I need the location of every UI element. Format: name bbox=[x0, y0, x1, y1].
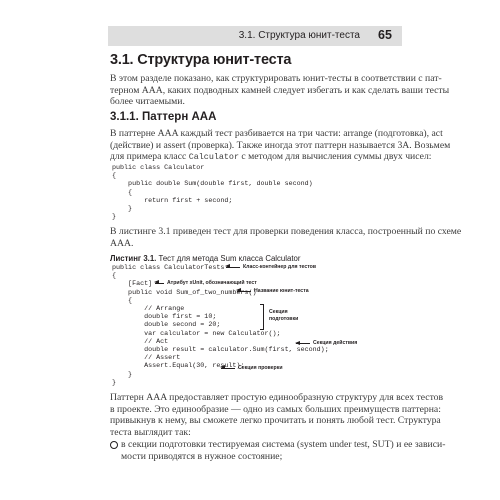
annotation-test-name: Название юнит-теста bbox=[254, 287, 309, 294]
listing-label: Листинг 3.1. bbox=[110, 254, 157, 263]
code-line: public void Sum_of_two_numbers() bbox=[112, 288, 257, 297]
code-line: // Assert bbox=[112, 354, 181, 363]
para2-line-1: В листинге 3.1 приведен тест для проверки поведения класса, построенный по схеме bbox=[110, 226, 462, 237]
code-line: double result = calculator.Sum(first, second); bbox=[112, 346, 329, 355]
arrow-left-icon bbox=[155, 283, 164, 284]
arrow-left-icon bbox=[237, 291, 251, 292]
code-line: double second = 20; bbox=[112, 321, 221, 330]
para3-line-4: теста выглядит так: bbox=[110, 426, 191, 438]
code-line: { bbox=[112, 172, 117, 181]
listing-caption bbox=[110, 254, 300, 263]
section-title: 3.1. Структура юнит-теста bbox=[110, 52, 292, 68]
para1-line-3-text-before: для примера класс bbox=[110, 151, 189, 162]
code-line: public class CalculatorTests bbox=[112, 264, 225, 272]
arrow-left-icon bbox=[296, 343, 310, 344]
para2-line-2: AAA. bbox=[110, 237, 134, 249]
intro-line-1: В этом разделе показано, как структурировать юнит-тесты в соответствии с пат- bbox=[110, 73, 442, 84]
code-line: public double Sum(double first, double second) bbox=[112, 180, 313, 189]
para1-line-1: В паттерне AAA каждый тест разбивается на три части: arrange (подготовка), act bbox=[110, 128, 443, 139]
code-line: return first + second; bbox=[112, 196, 233, 205]
code-line: } bbox=[112, 378, 117, 387]
code-line: // Act bbox=[112, 337, 169, 346]
para1-line-3-text-after: с методом для вычисления суммы двух чисел: bbox=[238, 151, 432, 162]
intro-line-3: более читаемыми. bbox=[110, 96, 185, 107]
code-line: { bbox=[112, 188, 133, 197]
annotation-arrange-1: Секция bbox=[269, 309, 288, 315]
para3-line-2: в проекте. Это единообразие — одно из самых больших преимуществ паттерна: bbox=[110, 403, 441, 415]
code-line: } bbox=[112, 370, 133, 379]
annotation-assert: Секция проверки bbox=[238, 364, 283, 371]
page-number: 65 bbox=[378, 28, 392, 42]
annotation-act: Секция действия bbox=[313, 340, 358, 346]
running-header-title: 3.1. Структура юнит-теста bbox=[238, 30, 360, 41]
annotation-arrange-2: подготовки bbox=[269, 315, 299, 322]
code-line: Assert.Equal(30, result); bbox=[112, 362, 245, 371]
intro-line-2: терном AAA, каких подводных камней следует избегать и как сделать ваши тесты bbox=[110, 84, 450, 96]
code-block-calculator bbox=[112, 164, 313, 221]
code-line: double first = 10; bbox=[112, 313, 217, 322]
code-line: } bbox=[112, 205, 133, 214]
subsection-title: 3.1.1. Паттерн AAA bbox=[110, 111, 217, 123]
bullet-1-line-1: в секции подготовки тестируемая система (system under test, SUT) и ее зависи- bbox=[121, 439, 446, 450]
annotation-container: Класс-контейнер для тестов bbox=[243, 263, 317, 270]
para3-line-1: Паттерн AAA предоставляет простую единообразную структуру для всех тестов bbox=[110, 392, 444, 403]
code-line: var calculator = new Calculator(); bbox=[112, 329, 281, 338]
arrow-left-icon bbox=[221, 368, 235, 369]
code-line: { bbox=[112, 272, 117, 281]
code-line: { bbox=[112, 296, 133, 305]
code-line: } bbox=[112, 213, 117, 222]
inline-code-calculator: Calculator bbox=[188, 152, 239, 162]
code-line: [Fact] bbox=[112, 280, 153, 289]
bullet-1-line-2: мости приводятся в нужное состояние; bbox=[121, 450, 283, 462]
code-line: // Arrange bbox=[112, 305, 185, 314]
arrow-left-icon bbox=[226, 267, 240, 268]
para3-line-3: привыкнув к нему, вы сможете легко прочитать и понять любой тест. Структура bbox=[110, 415, 441, 426]
para1-line-3 bbox=[110, 151, 432, 164]
arrange-bracket bbox=[260, 304, 264, 330]
listing-caption-text: Тест для метода Sum класса Calculator bbox=[156, 254, 301, 263]
annotation-fact: Атрибут xUnit, обозначающий тест bbox=[167, 279, 257, 286]
para1-line-2: (действие) и assert (проверка). Также иногда этот паттерн называется 3A. Возьмем bbox=[110, 139, 451, 151]
code-line: public class Calculator bbox=[112, 164, 205, 172]
bullet-circle-icon bbox=[110, 441, 118, 449]
